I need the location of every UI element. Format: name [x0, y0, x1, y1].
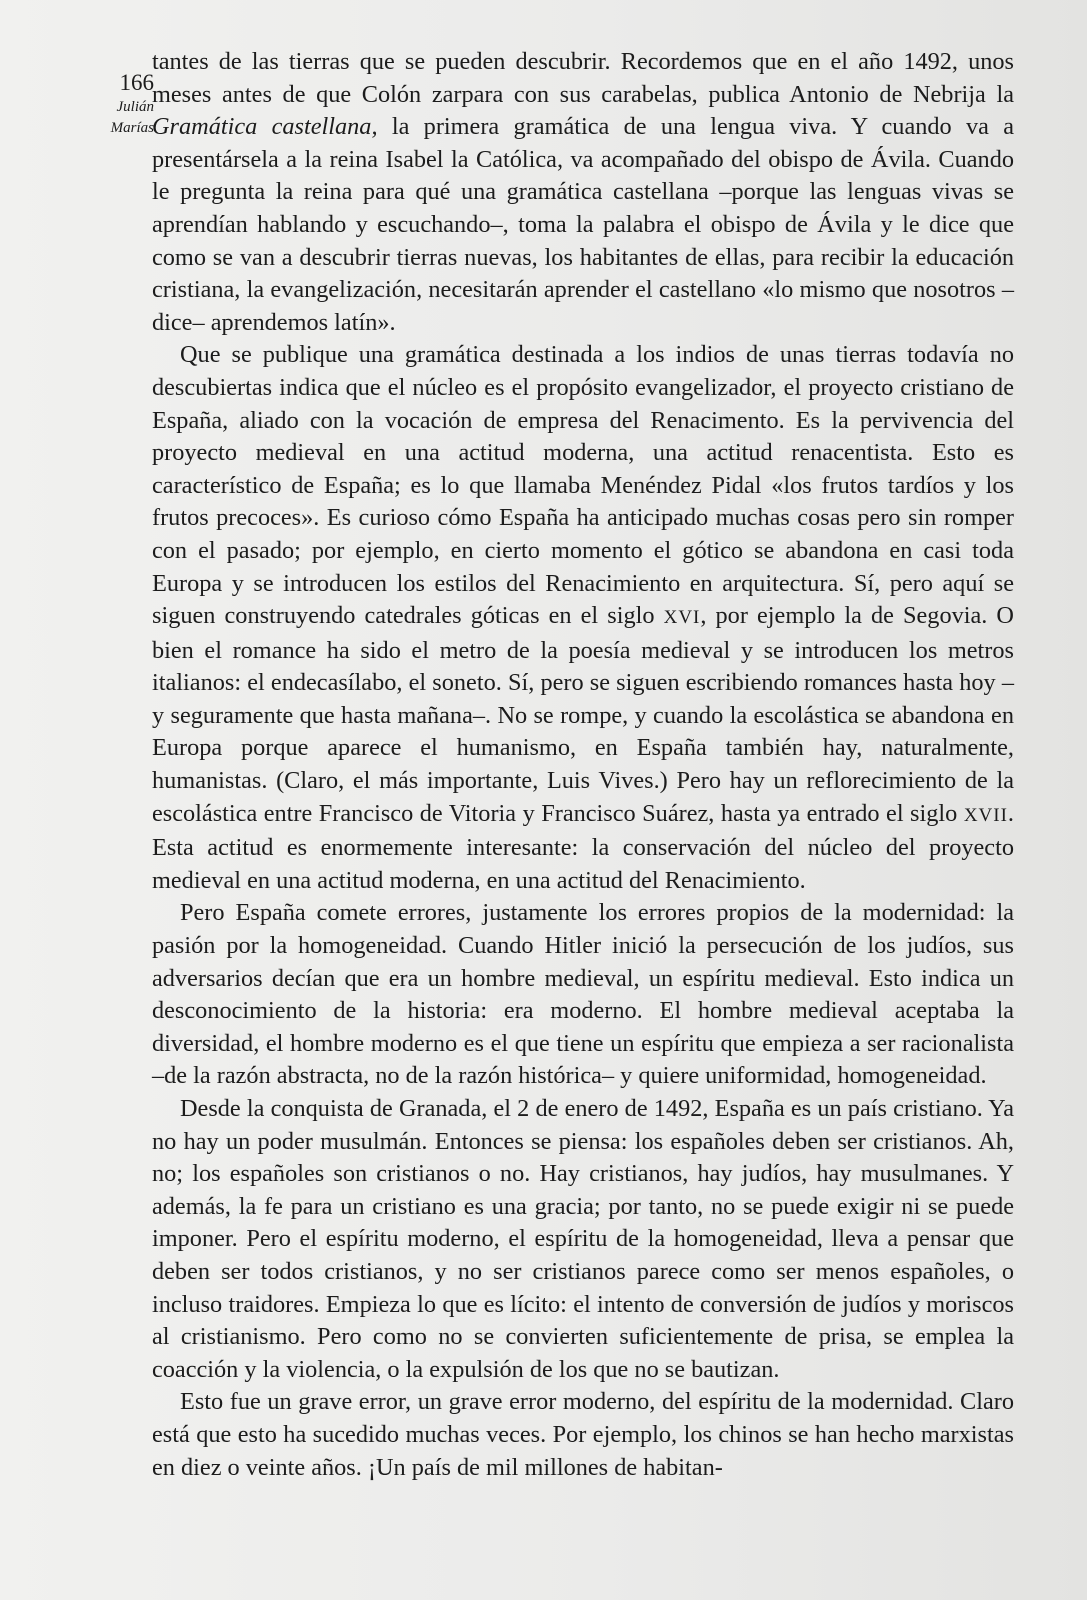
paragraph-3: Pero España comete errores, justamente los errores propios de la modernidad: la pasión por la homogeneidad. Cuando Hitler inició la persecución de los judíos, sus adversarios decían que era un hombre medieval, un espíritu medieval. Esto indica un desconocimiento de la historia: era moderno. El hombre medieval aceptaba la diversidad, el hombre moderno es el que tiene un espíritu que empieza a ser racionalista –de la razón abstracta, no de la razón histórica– y quiere uniformidad, homogeneidad.	[152, 899, 1014, 1090]
book-title-italic: Gramática castellana,	[152, 113, 378, 141]
page-margin	[70, 70, 154, 138]
body-text	[152, 46, 1014, 1484]
paragraph-4: Desde la conquista de Granada, el 2 de enero de 1492, España es un país cristiano. Ya no hay un poder musulmán. Entonces se piensa: los españoles deben ser cristianos. Ah, no; los españoles son cristianos o no. Hay cristianos, hay judíos, hay musulmanes. Y además, la fe para un cristiano es una gracia; por tanto, no se puede exigir ni se puede imponer. Pero el espíritu moderno, el espíritu de la homogeneidad, lleva a pensar que deben ser todos cristianos, y no ser cristianos parece como ser menos españoles, o incluso traidores. Empieza lo que es lícito: el intento de conversión de judíos y moriscos al cristianismo. Pero como no se convierten suficientemente de prisa, se emplea la coacción y la violencia, o la expulsión de los que no se bautizan.	[152, 1095, 1014, 1383]
paragraph-2: Que se publique una gramática destinada a los indios de unas tierras todavía no descubiertas indica que el núcleo es el propósito evangelizador, el proyecto cristiano de España, aliado con la vocación de empresa del Renacimento. Es la pervivencia del proyecto medieval en una actitud moderna, una actitud renacentista. Esto es característico de España; es lo que llamaba Menéndez Pidal «los frutos tardíos y los frutos precoces». Es curioso cómo España ha anticipado muchas cosas pero sin romper con el pasado; por ejemplo, en cierto momento el gótico se abandona en casi toda Europa y se introducen los estilos del Renacimiento en arquitectura. Sí, pero aquí se siguen construyendo catedrales góticas en el siglo XVI, por ejemplo la de Segovia. O bien el romance ha sido el metro de la poesía medieval y se introducen los metros italianos: el endecasílabo, el soneto. Sí, pero se siguen escribiendo romances hasta hoy –y seguramente que hasta mañana–. No se rompe, y cuando la escolástica se abandona en Europa porque aparece el humanismo, en España también hay, naturalmente, humanistas. (Claro, el más importante, Luis Vives.) Pero hay un reflorecimiento de la escolástica entre Francisco de Vitoria y Francisco Suárez, hasta ya entrado el siglo XVII. Esta actitud es enormemente interesante: la conservación del núcleo del proyecto medieval en una actitud moderna, en una actitud del Renacimiento.	[152, 341, 1014, 894]
century-numeral: XVII	[963, 804, 1008, 826]
page-number: 166	[119, 70, 154, 95]
running-head-author-last: Marías	[110, 120, 154, 136]
running-head-author-first: Julián	[116, 99, 154, 115]
paragraph-5: Esto fue un grave error, un grave error moderno, del espíritu de la modernidad. Claro está que esto ha sucedido muchas veces. Por ejemplo, los chinos se han hecho marxistas en diez o veinte años. ¡Un país de mil millones de habitan-	[152, 1388, 1014, 1481]
century-numeral: XVI	[663, 607, 701, 629]
paragraph-1: tantes de las tierras que se pueden descubrir. Recordemos que en el año 1492, unos meses antes de que Colón zarpara con sus carabelas, publica Antonio de Nebrija la Gramática castellana, la primera gramática de una lengua viva. Y cuando va a presentársela a la reina Isabel la Católica, va acompañado del obispo de Ávila. Cuando le pregunta la reina para qué una gramática castellana –porque las lenguas vivas se aprendían hablando y escuchando–, toma la palabra el obispo de Ávila y le dice que como se van a descubrir tierras nuevas, los habitantes de ellas, para recibir la educación cristiana, la evangelización, necesitarán aprender el castellano «lo mismo que nosotros –dice– aprendemos latín».	[152, 48, 1015, 336]
